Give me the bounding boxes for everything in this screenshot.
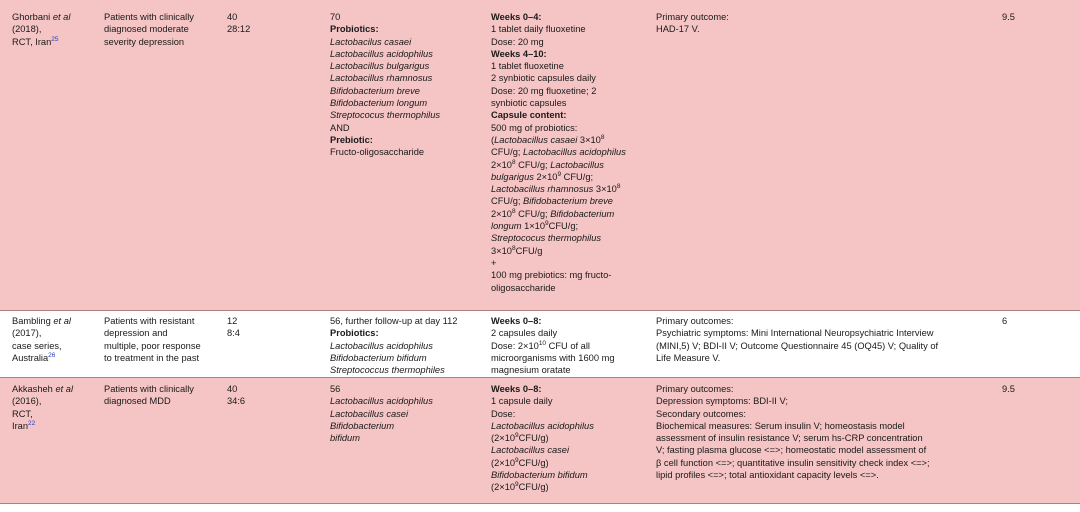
outcome-cell: Primary outcomes: Psychiatric symptoms: Mini International Neuropsychiatric Interview (MINI,5) V; BDI-II V; Outcome Questionnaire 45 (OQ45) V; Quality of Life Measure V. <box>656 316 939 363</box>
sample-cell: 40 28:12 <box>227 12 251 35</box>
intervention-cell: 56, further follow-up at day 112 Probiotics: Lactobacillus acidophilus Bifidobacterium bifidum Streptococcus thermophiles <box>330 316 458 376</box>
dosing-cell: Weeks 0–8: 2 capsules daily Dose: $2\times 10^{10}$ CFU of all microorganisms with 1600 mg magnesium oratate <box>491 316 615 376</box>
sample-cell: 40 34:6 <box>227 384 246 407</box>
table-row <box>0 311 1080 378</box>
dosing-cell: Weeks 0–4: 1 tablet daily fluoxetine Dose: 20 mg Weeks 4–10: 1 tablet fluoxetine 2 synbiotic capsules daily Dose: 20 mg fluoxetine; 2 synbiotic capsules Capsule content: 500 mg of probiotics: (Lactobacillus casaei $3\times 10^8$ CFU/g; Lactobacillus acidophilus $2\times 10^8$ CFU/g; Lactobacillus bulgarigus $2\times 10^9$ CFU/g; Lactobacillus rhamnosus $3\times 10^8$ CFU/g; Bifidobacterium breve $2\times 10^8$ CFU/g; Bifidobacterium longum $1\times 10^9CFU/g$; Streptococus thermophilus $3\times 10^8CFU/g$ + 100 mg prebiotics: mg fructo- oligosaccharide <box>491 12 626 293</box>
quality-score: 9.5 <box>1002 12 1015 22</box>
intervention-cell: 70 Probiotics: Lactobacilus casaei Lactobacillus acidophilus Lactobacillus bulgarigus Lactobacillus rhamnosus Bifidobacterium breve Bifidobacterium longum Streptococus thermophilus AND Prebiotic: Fructo-oligosaccharide <box>330 12 441 158</box>
reference-link[interactable]: 25 <box>51 35 59 43</box>
outcome-cell: Primary outcomes: Depression symptoms: BDI-II V; Secondary outcomes: Biochemical measures: Serum insulin V; homeostasis model assessment of insulin resistance V; serum hs-CRP concentration V; fasting plasma glucose <=>; homeostatic model assessment of β cell function <=>; quantitative insulin sensitivity check index <=>; lipid profiles <=>; total antioxidant capacity levels <=>. <box>656 384 930 481</box>
reference-link[interactable]: 22 <box>28 419 36 427</box>
outcome-cell: Primary outcome: HAD-17 V. <box>656 12 729 35</box>
quality-score: 6 <box>1002 316 1008 326</box>
dosing-cell: Weeks 0–8: 1 capsule daily Dose: Lactobacillus acidophilus $(2\times 10^9CFU/g)$ Lactobacillus casei $(2\times 10^9CFU/g)$ Bifidobacterium bifidum $(2\times 10^9CFU/g)$ <box>491 384 594 493</box>
population-cell: Patients with clinically diagnosed MDD <box>104 384 194 407</box>
population-cell: Patients with resistant depression and multiple, poor response to treatment in the past <box>104 316 201 363</box>
sample-cell: 12 8:4 <box>227 316 240 339</box>
study-cell: Akkasheh et al (2016), RCT, Iran$^{22}$ <box>12 384 74 431</box>
reference-link[interactable]: 26 <box>48 351 56 359</box>
population-cell: Patients with clinically diagnosed moderate severity depression <box>104 12 194 47</box>
table-row <box>0 378 1080 504</box>
study-cell: Ghorbani et al (2018), RCT, Iran$^{25}$ <box>12 12 71 47</box>
study-cell: Bambling et al (2017), case series, Australia$^{26}$ <box>12 316 71 363</box>
intervention-cell: 56 Lactobacillus acidophilus Lactobacillus casei Bifidobacterium bifidum <box>330 384 433 444</box>
quality-score: 9.5 <box>1002 384 1015 394</box>
